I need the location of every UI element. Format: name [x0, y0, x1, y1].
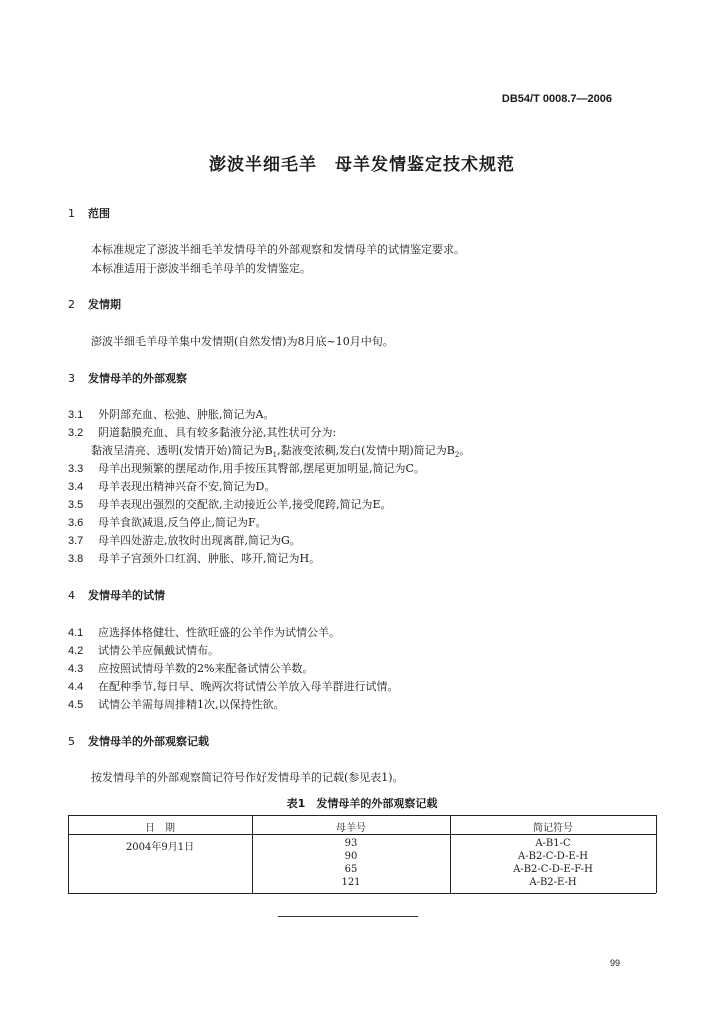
item-number: 3.5: [68, 499, 84, 511]
section-title: 发情母羊的外部观察记载: [88, 735, 209, 748]
item-number: 3.2: [68, 427, 84, 439]
item-text: 在配种季节,每日早、晚两次将试情公羊放入母羊群进行试情。: [98, 680, 399, 693]
item-number: 4.4: [68, 681, 84, 693]
table-caption: 表1 发情母羊的外部观察记载: [286, 797, 438, 810]
table-bottom-rule: [68, 893, 656, 894]
item-number: 3.8: [68, 553, 84, 565]
item-number: 3.7: [68, 535, 84, 547]
list-item: [68, 496, 392, 512]
page-number: 99: [609, 958, 620, 968]
section-number: 1: [68, 207, 75, 220]
item-text: 母羊子宫颈外口红润、肿胀、哆开,简记为H。: [98, 552, 321, 565]
section-1-heading: [68, 205, 110, 221]
code-cell: A-B1-C: [535, 838, 571, 849]
ewe-id-cell: 121: [341, 877, 361, 888]
code-cell: A-B2-C-D-E-F-H: [513, 864, 593, 875]
list-item: [68, 514, 267, 530]
table-border-right: [656, 815, 657, 893]
item-text: 母羊表现出精神兴奋不安,简记为D。: [98, 480, 276, 493]
section-title: 发情母羊的试情: [88, 589, 165, 602]
section-number: 4: [68, 589, 75, 602]
item-text: 母羊食欲减退,反刍停止,简记为F。: [98, 516, 267, 529]
table-top-rule: [68, 815, 656, 816]
item-text: 应按照试情母羊数的2%来配备试情公羊数。: [98, 662, 314, 675]
item-text: 试情公羊应佩戴试情布。: [98, 644, 219, 657]
list-item: [68, 642, 219, 658]
item-number: 4.5: [68, 699, 84, 711]
list-item: [68, 532, 301, 548]
section-title: 范围: [88, 207, 110, 220]
code-cell: A-B2-C-D-E-H: [518, 851, 588, 862]
paragraph: 按发情母羊的外部观察简记符号作好发情母羊的记载(参见表1)。: [91, 771, 404, 784]
paragraph: 本标准规定了澎波半细毛羊发情母羊的外部观察和发情母羊的试情鉴定要求。: [91, 243, 465, 256]
paragraph: 本标准适用于澎波半细毛羊母羊的发情鉴定。: [91, 262, 311, 275]
list-item: [68, 424, 336, 440]
item-number: 3.4: [68, 481, 84, 493]
paragraph: 澎波半细毛羊母羊集中发情期(自然发情)为8月底~10月中旬。: [91, 335, 394, 348]
list-item: [68, 696, 285, 712]
section-5-heading: [68, 733, 209, 749]
item-number: 3.3: [68, 463, 84, 475]
section-number: 5: [68, 735, 75, 748]
header-date: 日 期: [145, 823, 175, 834]
date-cell: 2004年9月1日: [125, 842, 195, 853]
header-ewe-id: 母羊号: [336, 823, 366, 834]
item-text: 母羊表现出强烈的交配欲,主动接近公羊,接受爬跨,简记为E。: [98, 498, 392, 511]
section-title: 发情期: [88, 298, 121, 311]
item-text: 试情公羊需每周排精1次,以保持性欲。: [98, 698, 285, 711]
item-number: 4.1: [68, 627, 84, 639]
list-item: [68, 624, 340, 640]
table-header-rule: [68, 834, 656, 835]
section-number: 3: [68, 372, 75, 385]
ewe-id-cell: 65: [344, 864, 358, 875]
list-item: [68, 550, 320, 566]
item-text: 母羊四处游走,放牧时出现离群,简记为G。: [98, 534, 301, 547]
section-2-heading: [68, 296, 121, 312]
document-title: 澎波半细毛羊 母羊发情鉴定技术规范: [209, 155, 515, 175]
list-item: [68, 660, 313, 676]
item-text: 外阴部充血、松弛、肿胀,简记为A。: [98, 408, 275, 421]
item-text: 阴道黏膜充血、具有较多黏液分泌,其性状可分为:: [98, 426, 337, 439]
section-3-heading: [68, 370, 187, 386]
list-item: [68, 478, 275, 494]
item-text: 母羊出现频繁的摆尾动作,用手按压其臀部,摆尾更加明显,简记为C。: [98, 462, 425, 475]
item-number: 3.6: [68, 517, 84, 529]
list-item: [68, 678, 399, 694]
list-item-continuation: 黏液呈清亮、透明(发情开始)简记为$B_1$,黏液变浓稠,发白(发情中期)简记为$B_2$。: [91, 444, 471, 460]
header-code: 简记符号: [533, 823, 573, 834]
footnote-rule: [278, 916, 418, 917]
code-cell: A-B2-E-H: [529, 877, 577, 888]
section-4-heading: [68, 587, 165, 603]
item-number: 3.1: [68, 409, 84, 421]
item-number: 4.2: [68, 645, 84, 657]
ewe-id-cell: 90: [344, 851, 358, 862]
item-text: 应选择体格健壮、性欲旺盛的公羊作为试情公羊。: [98, 626, 340, 639]
item-number: 4.3: [68, 663, 84, 675]
standard-number: DB54/T 0008.7—2006: [501, 93, 612, 105]
ewe-id-cell: 93: [344, 838, 358, 849]
list-item: [68, 460, 425, 476]
list-item: [68, 406, 274, 422]
section-title: 发情母羊的外部观察: [88, 372, 187, 385]
section-number: 2: [68, 298, 75, 311]
